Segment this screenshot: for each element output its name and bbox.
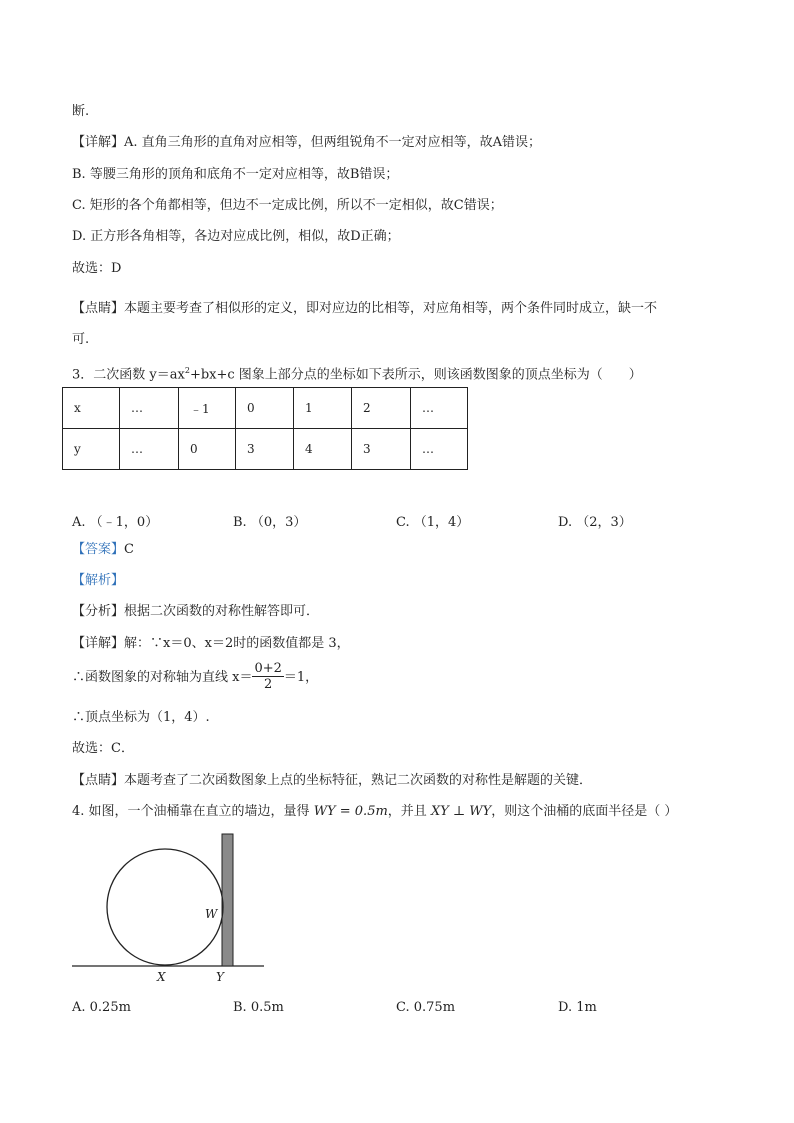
- q3-option-a[interactable]: A. （﹣1，0）: [72, 515, 159, 530]
- comment-tag: 【点睛】: [72, 773, 125, 788]
- fenxi-tag: 【分析】: [72, 604, 125, 619]
- table-cell: ﹣1: [179, 388, 236, 429]
- q2-choice: 故选：D: [72, 261, 122, 276]
- table-cell: y: [63, 429, 120, 470]
- q2-comment-cont: 可.: [72, 332, 90, 347]
- fraction-denominator: 2: [264, 677, 273, 692]
- oil-drum-figure: [68, 830, 268, 990]
- comment-tag: 【点睛】: [72, 301, 125, 316]
- q4-option-d[interactable]: D. 1m: [558, 1000, 597, 1015]
- q3-fenxi-line: [72, 603, 319, 621]
- q3-value-table: [62, 387, 468, 470]
- q4-stem-part-b: ，并且: [387, 804, 427, 819]
- table-cell: 2: [352, 388, 411, 429]
- detail-a-text: A. 直角三角形的直角对应相等，但两组锐角不一定对应相等，故A错误；: [124, 135, 542, 150]
- table-row-y: [63, 429, 468, 470]
- fraction-numerator: 0+2: [254, 661, 282, 676]
- q3-comment-line: [72, 772, 592, 790]
- table-cell: 4: [294, 429, 352, 470]
- q3-vertex: ∴顶点坐标为（1，4）.: [72, 710, 210, 725]
- label-w: W: [205, 907, 218, 921]
- q2-tail-text: 断.: [72, 104, 90, 119]
- q3-option-d[interactable]: D. （2，3）: [558, 515, 632, 530]
- table-cell: 3: [236, 429, 294, 470]
- q3-option-b[interactable]: B. （0，3）: [233, 515, 307, 530]
- fenxi-text: 根据二次函数的对称性解答即可．: [124, 604, 320, 619]
- q2-option-c-analysis: C. 矩形的各个角都相等，但边不一定成比例，所以不一定相似，故C错误；: [72, 198, 503, 213]
- detail-text: 解：∵x＝0、x＝2时的函数值都是 3，: [124, 636, 350, 651]
- label-x: X: [157, 970, 166, 984]
- analysis-tag: 【解析】: [72, 573, 125, 588]
- q4-math-perp: XY ⊥ WY: [430, 804, 492, 819]
- axis-text-post: ＝1，: [283, 670, 319, 685]
- q2-option-b-analysis: B. 等腰三角形的顶角和底角不一定对应相等，故B错误；: [72, 167, 399, 182]
- q3-choice: 故选：C．: [72, 741, 134, 756]
- answer-tag: 【答案】: [72, 542, 125, 557]
- table-cell: …: [411, 429, 468, 470]
- q3-stem-part-a: 3．二次函数 y＝ax: [72, 367, 185, 383]
- label-y: Y: [216, 970, 224, 984]
- q3-stem-exponent: 2: [184, 366, 190, 375]
- table-cell: x: [63, 388, 120, 429]
- q2-detail-line: [72, 134, 541, 152]
- table-row-x: [63, 388, 468, 429]
- q4-stem-part-c: ，则这个油桶的底面半径是（ ）: [491, 804, 678, 819]
- axis-text-pre: ∴函数图象的对称轴为直线 x＝: [72, 670, 253, 685]
- comment-text: 本题主要考查了相似形的定义，即对应边的比相等，对应角相等，两个条件同时成立，缺一不: [124, 301, 658, 316]
- detail-tag: 【详解】: [72, 135, 125, 150]
- comment-text: 本题考查了二次函数图象上点的坐标特征，熟记二次函数的对称性是解题的关键．: [124, 773, 593, 788]
- table-cell: …: [120, 429, 179, 470]
- q3-answer-line: [72, 541, 134, 559]
- q3-option-c[interactable]: C. （1，4）: [396, 515, 470, 530]
- q4-option-b[interactable]: B. 0.5m: [233, 1000, 284, 1015]
- table-cell: 0: [179, 429, 236, 470]
- table-cell: 0: [236, 388, 294, 429]
- table-cell: 1: [294, 388, 352, 429]
- q2-comment-line: [72, 300, 657, 318]
- answer-value: C: [124, 542, 134, 557]
- table-cell: 3: [352, 429, 411, 470]
- q3-stem-part-b: +bx+c 图象上部分点的坐标如下表所示，则该函数图象的顶点坐标为（ ）: [189, 367, 642, 383]
- detail-tag: 【详解】: [72, 636, 125, 651]
- q4-option-c[interactable]: C. 0.75m: [396, 1000, 456, 1015]
- q4-stem-part-a: 4. 如图，一个油桶靠在直立的墙边，量得: [72, 804, 310, 819]
- q4-stem: [72, 803, 677, 821]
- q2-option-d-analysis: D. 正方形各角相等，各边对应成比例，相似，故D正确；: [72, 229, 400, 244]
- q3-detail-line: [72, 635, 350, 653]
- q3-stem: [72, 362, 642, 384]
- q3-axis-line: [72, 662, 318, 693]
- wall: [222, 834, 233, 966]
- q4-option-a[interactable]: A. 0.25m: [72, 1000, 131, 1015]
- table-cell: …: [411, 388, 468, 429]
- table-cell: …: [120, 388, 179, 429]
- fraction: [252, 661, 283, 692]
- q4-math-wy: WY = 0.5m: [313, 804, 388, 819]
